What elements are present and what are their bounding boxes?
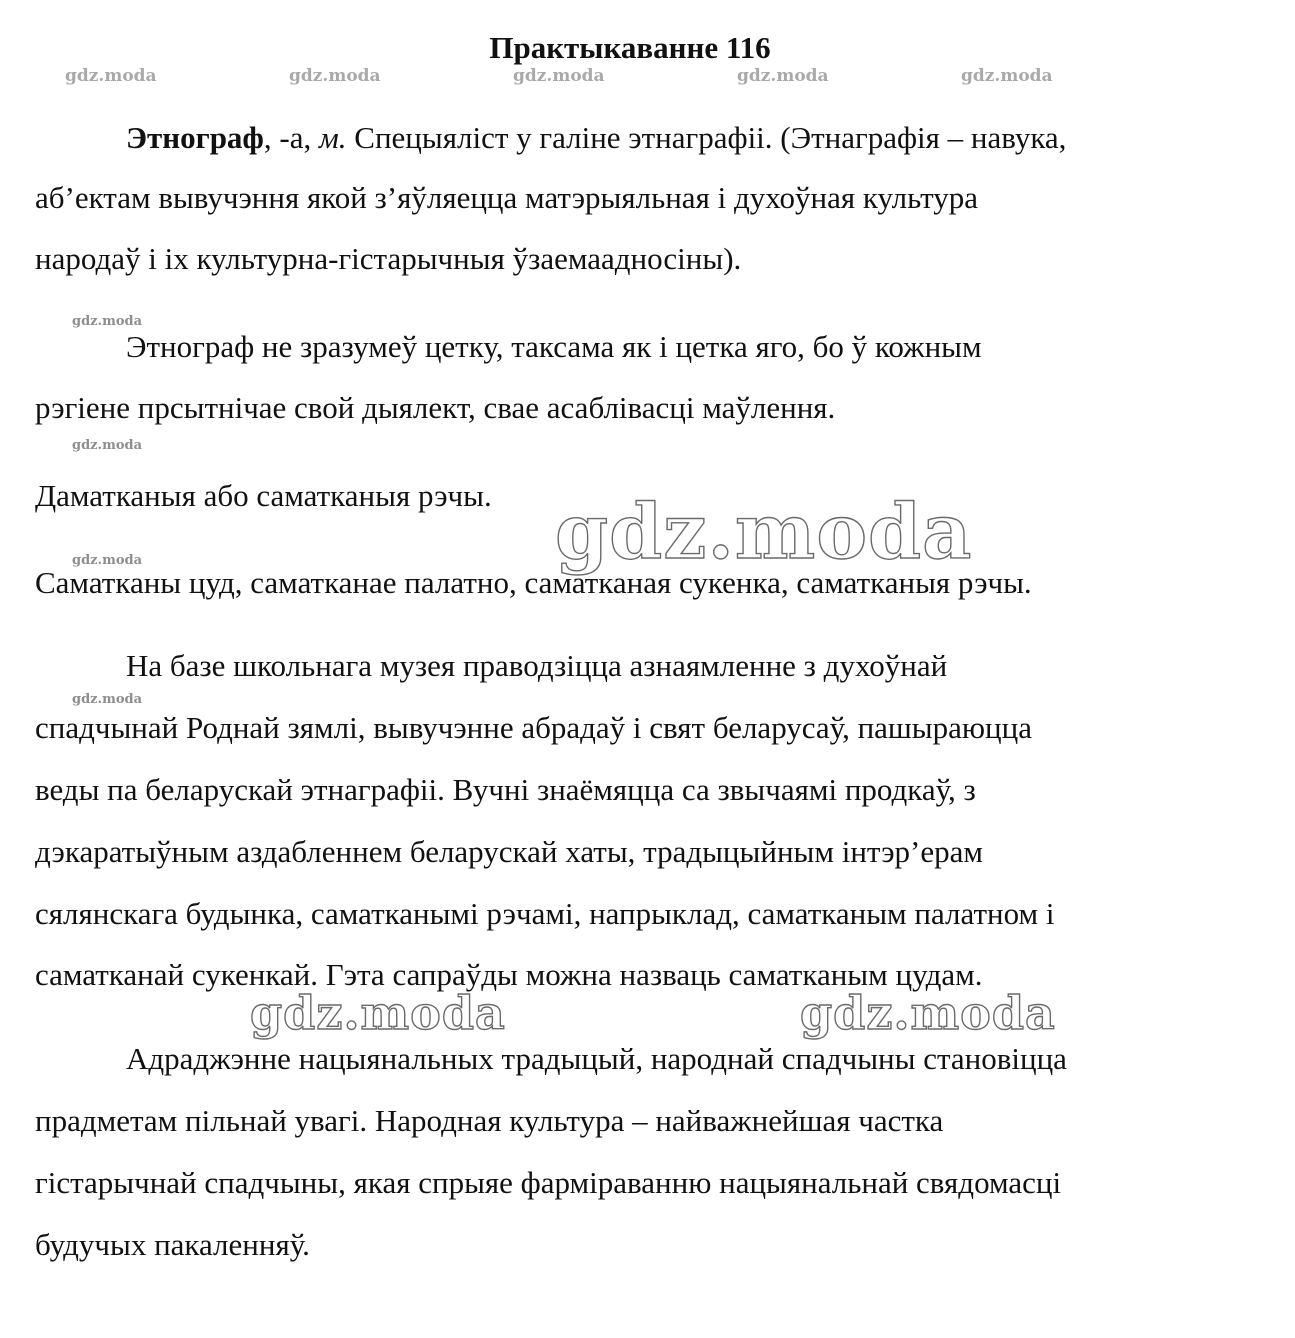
paragraph-5-line-1: На базе школьнага музея праводзіцца азнаямленне з духоўнай [126,648,948,683]
watermark-medium-left: gdz.moda [250,986,506,1040]
watermark-tiny-4: gdz.moda [72,692,143,707]
watermark-large-center: gdz.moda [555,487,973,576]
paragraph-2-line-2: рэгіене прсытнічае свой дыялект, свае асаблівасці маўлення. [35,390,836,425]
paragraph-5-line-5: сялянскага будынка, саматканымі рэчамі, напрыклад, саматканым палатном і [35,896,1055,931]
watermark-small-4: gdz.moda [737,66,829,86]
paragraph-3-line-1: Даматканыя або саматканыя рэчы. [35,478,492,513]
paragraph-5-line-6: саматканай сукенкай. Гэта сапраўды можна назваць саматканым цудам. [35,957,983,992]
watermark-medium-right: gdz.moda [800,986,1056,1040]
watermark-small-5: gdz.moda [961,66,1053,86]
paragraph-4-line-1: Саматканы цуд, саматканае палатно, саматканая сукенка, саматканыя рэчы. [35,565,1032,600]
term-grammar: , -а, [263,120,319,155]
watermark-small-2: gdz.moda [289,66,381,86]
paragraph-2-line-1: Этнограф не зразумеў цетку, таксама як і цетка яго, бо ў кожным [126,329,982,364]
paragraph-5-line-4: дэкаратыўным аздабленнем беларускай хаты, традыцыйным інтэр’ерам [35,834,984,869]
paragraph-6-line-1: Адраджэнне нацыянальных традыцый, народнай спадчыны становіцца [126,1041,1067,1076]
paragraph-5-line-3: веды па беларускай этнаграфіі. Вучні знаёмяцца са звычаямі продкаў, з [35,772,976,807]
term-definition: Спецыяліст у галіне этнаграфіі. (Этнаграфія – навука, [346,120,1067,155]
watermark-small-3: gdz.moda [513,66,605,86]
page-title: Практыкаванне 116 [489,30,771,65]
watermark-small-1: gdz.moda [65,66,157,86]
paragraph-1-line-2: аб’ектам вывучэння якой з’яўляецца матэрыяльная і духоўная культура [35,180,978,215]
watermark-tiny-3: gdz.moda [72,553,143,568]
paragraph-6-line-4: будучых пакаленняў. [35,1227,310,1262]
watermark-tiny-1: gdz.moda [72,314,143,329]
paragraph-6-line-2: прадметам пільнай увагі. Народная культура – найважнейшая частка [35,1103,944,1138]
paragraph-1-line-1 [126,118,1066,158]
watermark-tiny-2: gdz.moda [72,438,143,453]
paragraph-5-line-2: спадчынай Роднай зямлі, вывучэнне абрадаў і свят беларусаў, пашыраюцца [35,710,1032,745]
paragraph-1-line-3: народаў і іх культурна-гістарычныя ўзаемаадносіны). [35,241,742,276]
term-word: Этнограф [126,120,264,155]
paragraph-6-line-3: гістарычнай спадчыны, якая спрыяе фарміраванню нацыянальнай свядомасці [35,1165,1062,1200]
term-gender: м. [318,120,347,155]
